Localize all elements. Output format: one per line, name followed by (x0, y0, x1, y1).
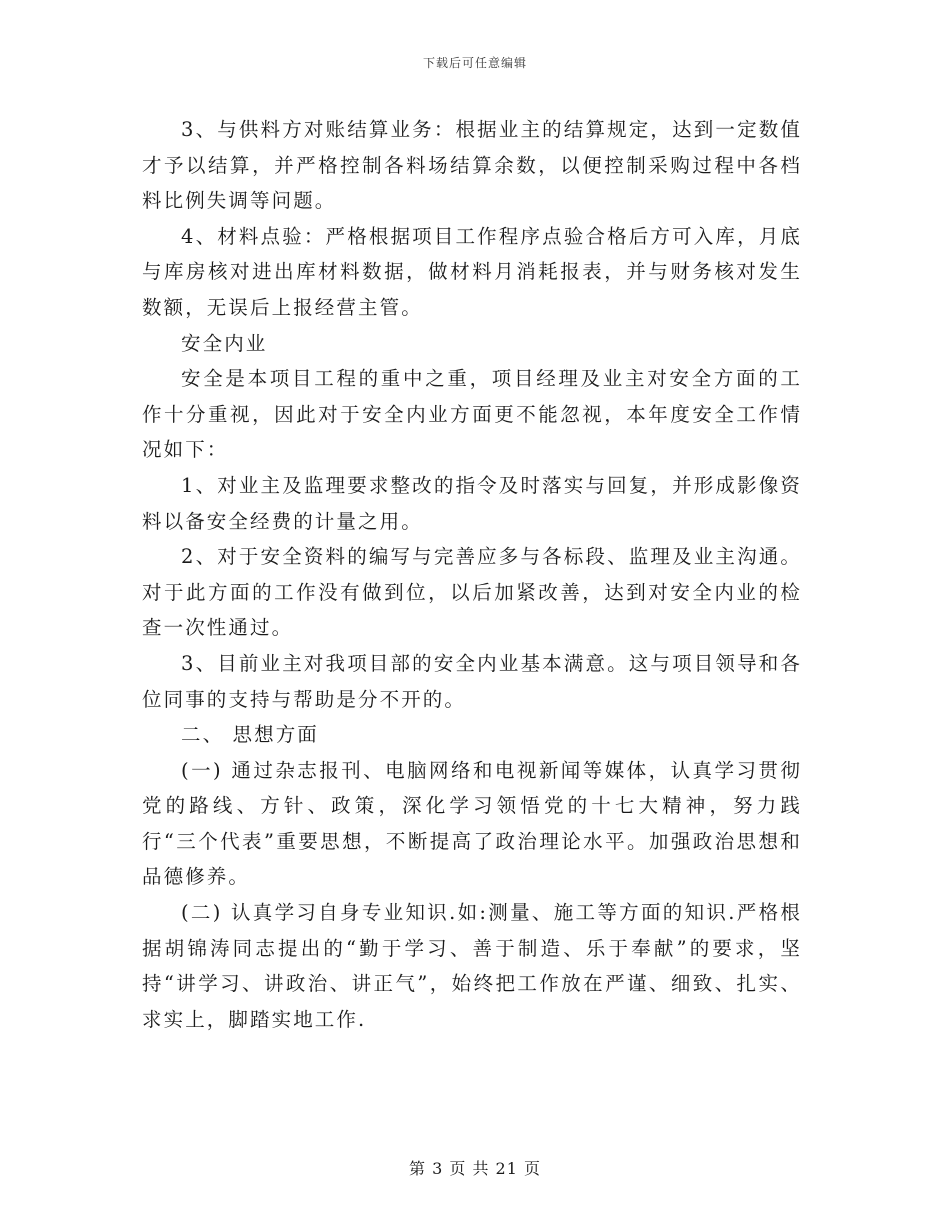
page-footer (0, 1156, 950, 1179)
paragraph-ideology-2: (二) 认真学习自身专业知识.如:测量、施工等方面的知识.严格根据胡锦涛同志提出的“勤于学习、善于制造、乐于奉献”的要求，坚持“讲学习、讲政治、讲正气”，始终把工作放在严谨、细致、扎实、求实上，脚踏实地工作. (142, 901, 802, 1031)
header-note: 下载后可任意编辑 (422, 56, 527, 70)
paragraph-safety-item-2: 2、对于安全资料的编写与完善应多与各标段、监理及业主沟通。对于此方面的工作没有做到位，以后加紧改善，达到对安全内业的检查一次性通过。 (142, 545, 802, 640)
paragraph-safety-item-1: 1、对业主及监理要求整改的指令及时落实与回复，并形成影像资料以备安全经费的计量之用。 (142, 473, 802, 533)
paragraph-settlement: 3、与供料方对账结算业务：根据业主的结算规定，达到一定数值才予以结算，并严格控制各料场结算余数，以便控制采购过程中各档料比例失调等问题。 (142, 118, 802, 213)
paragraph-safety-intro: 安全是本项目工程的重中之重，项目经理及业主对安全方面的工作十分重视，因此对于安全内业方面更不能忽视，本年度安全工作情况如下： (142, 367, 802, 462)
footer-middle: 页 共 (449, 1159, 490, 1178)
footer-prefix: 第 (408, 1159, 426, 1178)
footer-suffix: 页 (524, 1159, 542, 1178)
document-body (142, 112, 802, 1037)
section-heading-ideology: 二、 思想方面 (181, 723, 319, 747)
footer-current-page: 3 (432, 1159, 444, 1178)
paragraph-safety-item-3: 3、目前业主对我项目部的安全内业基本满意。这与项目领导和各位同事的支持与帮助是分不开的。 (142, 651, 802, 711)
paragraph-ideology-1: (一) 通过杂志报刊、电脑网络和电视新闻等媒体，认真学习贯彻党的路线、方针、政策，深化学习领悟党的十七大精神，努力践行“三个代表”重要思想，不断提高了政治理论水平。加强政治思想和品德修养。 (142, 758, 802, 889)
paragraph-material-inspection: 4、材料点验：严格根据项目工作程序点验合格后方可入库，月底与库房核对进出库材料数据，做材料月消耗报表，并与财务核对发生数额，无误后上报经营主管。 (142, 224, 802, 319)
footer-total-pages: 21 (495, 1159, 518, 1178)
section-heading-safety: 安全内业 (181, 331, 268, 355)
